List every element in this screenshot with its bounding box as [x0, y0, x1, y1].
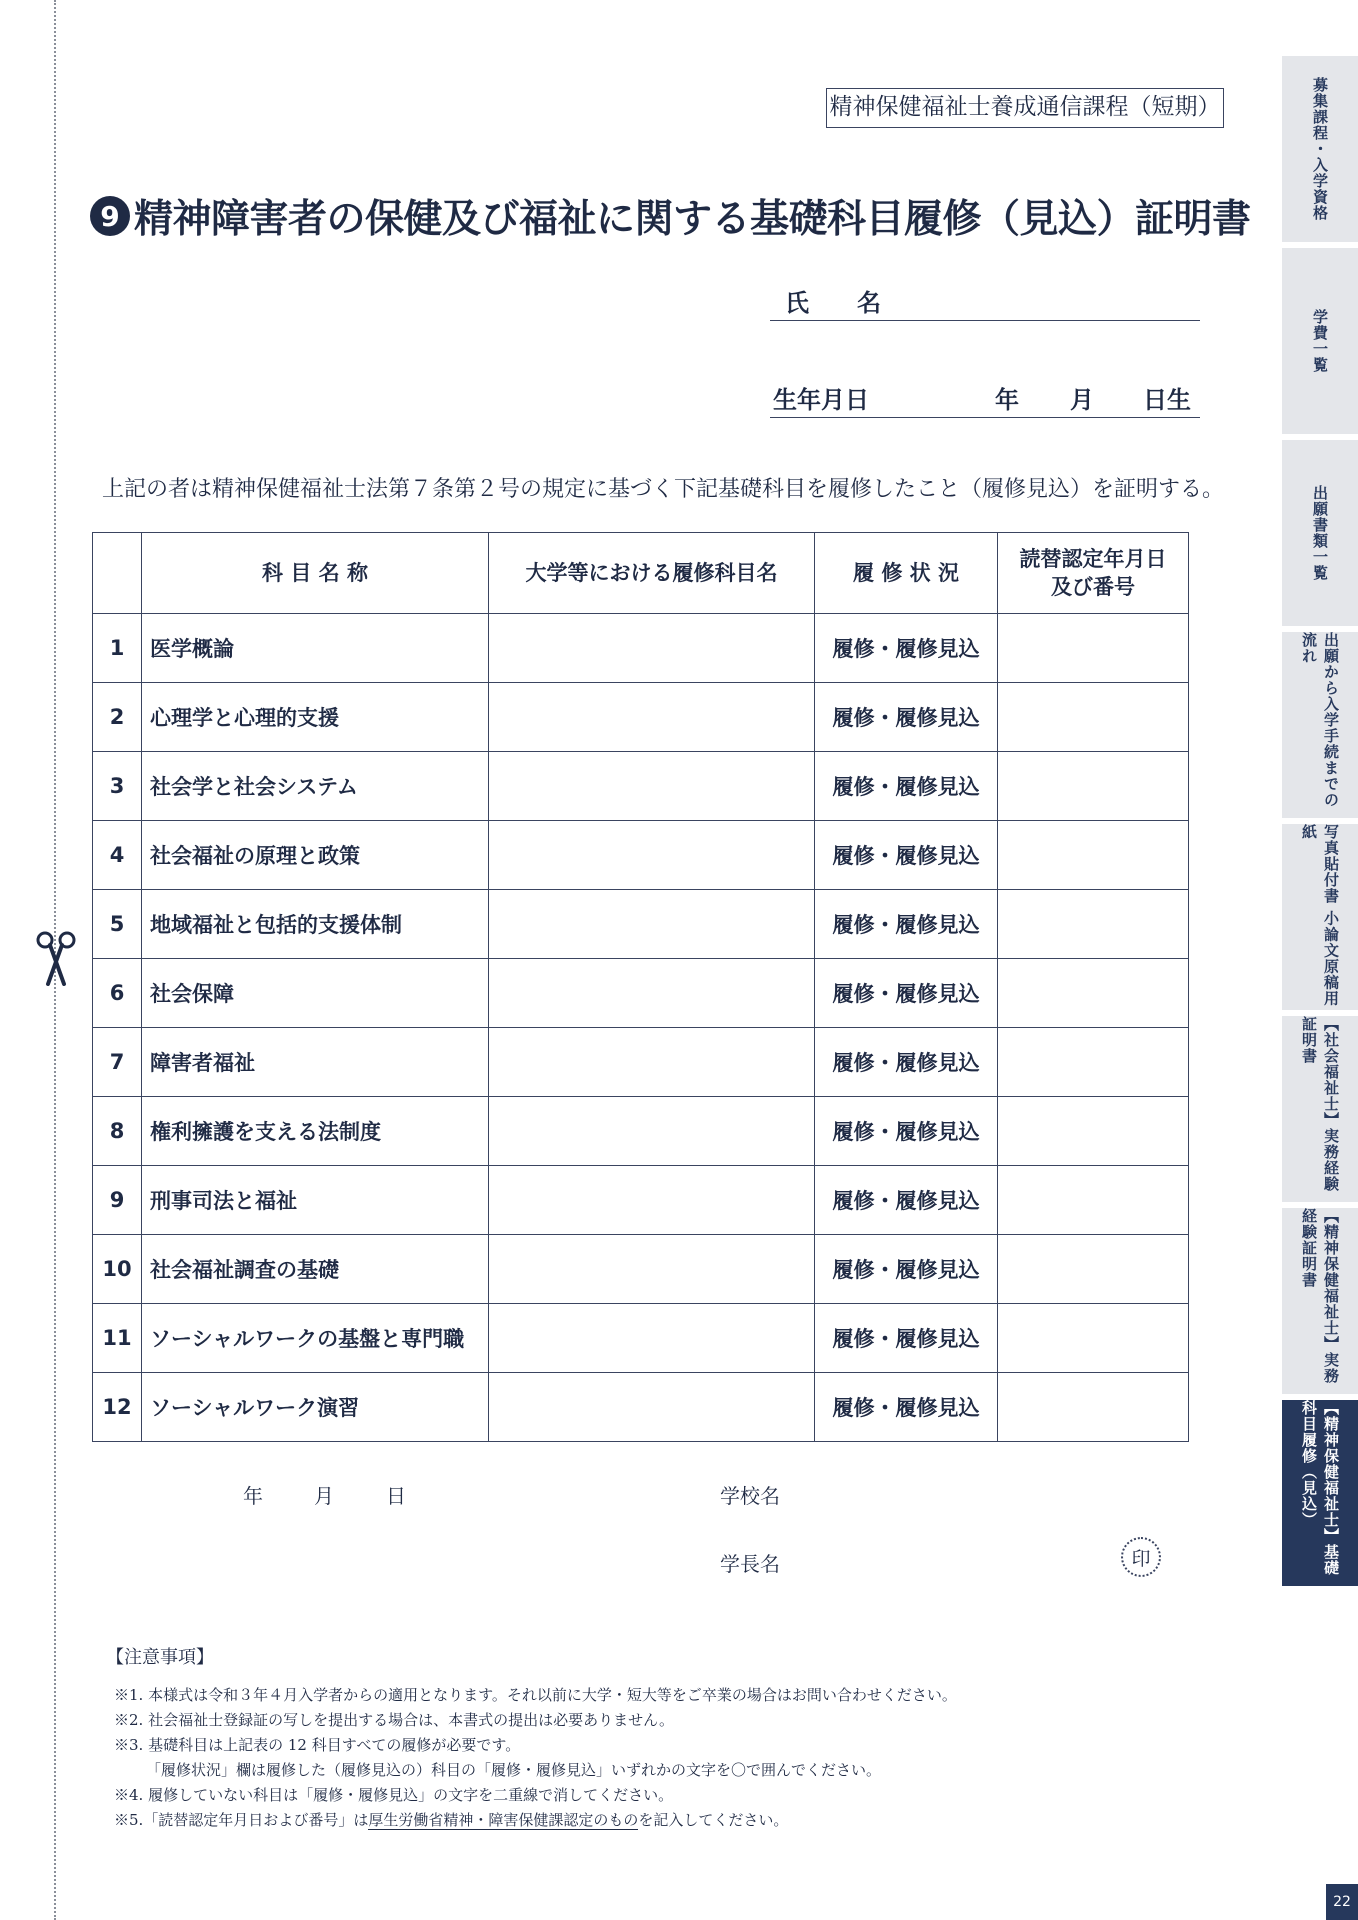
- status-cell: 履修・履修見込: [815, 614, 998, 683]
- status-cell: 履修・履修見込: [815, 821, 998, 890]
- side-tab-admission-courses[interactable]: [1282, 56, 1358, 242]
- row-number: 12: [93, 1373, 142, 1442]
- birthdate-day-label: 日生: [1143, 386, 1191, 414]
- table-row: [93, 1097, 1189, 1166]
- side-tab-enrollment-flow[interactable]: [1282, 632, 1358, 818]
- row-number: 9: [93, 1166, 142, 1235]
- side-tab-tuition[interactable]: [1282, 248, 1358, 434]
- university-course-cell[interactable]: [489, 821, 815, 890]
- table-header-row: [93, 533, 1189, 614]
- row-number: 2: [93, 683, 142, 752]
- approval-date-cell[interactable]: [998, 1373, 1189, 1442]
- status-cell: 履修・履修見込: [815, 1028, 998, 1097]
- course-badge: 精神保健福祉士養成通信課程（短期）: [826, 88, 1224, 128]
- table-row: [93, 1235, 1189, 1304]
- table-row: [93, 1028, 1189, 1097]
- status-cell: 履修・履修見込: [815, 683, 998, 752]
- side-tab-label: 募集課程・入学資格: [1311, 77, 1329, 221]
- university-course-cell[interactable]: [489, 890, 815, 959]
- status-cell: 履修・履修見込: [815, 1373, 998, 1442]
- subject-name: ソーシャルワークの基盤と専門職: [142, 1304, 489, 1373]
- subject-name: 社会保障: [142, 959, 489, 1028]
- note-5-underlined: 厚生労働省精神・障害保健課認定のもの: [368, 1811, 639, 1829]
- table-row: [93, 821, 1189, 890]
- note-3: ※3. 基礎科目は上記表の 12 科目すべての履修が必要です。: [114, 1736, 521, 1754]
- title-text: 精神障害者の保健及び福祉に関する基礎科目履修（見込）証明書: [134, 197, 1251, 242]
- note-2: ※2. 社会福祉士登録証の写しを提出する場合は、本書式の提出は必要ありません。: [114, 1711, 674, 1729]
- subject-name: ソーシャルワーク演習: [142, 1373, 489, 1442]
- table-row: [93, 683, 1189, 752]
- subjects-table: [92, 532, 1189, 1442]
- row-number: 4: [93, 821, 142, 890]
- side-tab-psw-basic-courses[interactable]: [1282, 1400, 1358, 1586]
- table-row: [93, 890, 1189, 959]
- side-tab-label: 【社会福祉士】実務経験証明書: [1300, 1016, 1340, 1192]
- header-status: 履 修 状 況: [815, 533, 998, 614]
- table-row: [93, 1373, 1189, 1442]
- row-number: 5: [93, 890, 142, 959]
- table-row: [93, 614, 1189, 683]
- row-number: 11: [93, 1304, 142, 1373]
- subject-name: 心理学と心理的支援: [142, 683, 489, 752]
- row-number: 8: [93, 1097, 142, 1166]
- side-tab-label: 出願から入学手続までの流れ: [1300, 632, 1340, 808]
- note-3-continued: 「履修状況」欄は履修した（履修見込の）科目の「履修・履修見込」いずれかの文字を〇で囲んでください。: [146, 1761, 882, 1779]
- table-row: [93, 959, 1189, 1028]
- approval-date-cell[interactable]: [998, 1304, 1189, 1373]
- header-number: [93, 533, 142, 614]
- university-course-cell[interactable]: [489, 1028, 815, 1097]
- birthdate-label: 生年月日: [773, 386, 869, 414]
- subject-name: 地域福祉と包括的支援体制: [142, 890, 489, 959]
- header-university-course: 大学等における履修科目名: [489, 533, 815, 614]
- table-row: [93, 1166, 1189, 1235]
- approval-date-cell[interactable]: [998, 821, 1189, 890]
- issue-year-label: 年: [243, 1484, 263, 1508]
- subject-name: 社会学と社会システム: [142, 752, 489, 821]
- row-number: 3: [93, 752, 142, 821]
- issue-month-label: 月: [314, 1484, 334, 1508]
- status-cell: 履修・履修見込: [815, 959, 998, 1028]
- side-tab-label: 出願書類一覧: [1311, 485, 1329, 581]
- issue-day-label: 日: [386, 1484, 406, 1508]
- subject-name: 医学概論: [142, 614, 489, 683]
- row-number: 7: [93, 1028, 142, 1097]
- approval-date-cell[interactable]: [998, 1097, 1189, 1166]
- header-approval-date: 読替認定年月日 及び番号: [998, 533, 1189, 614]
- status-cell: 履修・履修見込: [815, 890, 998, 959]
- subject-name: 権利擁護を支える法制度: [142, 1097, 489, 1166]
- university-course-cell[interactable]: [489, 1097, 815, 1166]
- approval-date-cell[interactable]: [998, 683, 1189, 752]
- note-1: ※1. 本様式は令和３年４月入学者からの適用となります。それ以前に大学・短大等をご卒業の場合はお問い合わせください。: [114, 1686, 957, 1704]
- approval-date-cell[interactable]: [998, 959, 1189, 1028]
- approval-date-cell[interactable]: [998, 752, 1189, 821]
- side-tab-label: 【精神保健福祉士】基礎科目履修（見込）: [1300, 1400, 1340, 1576]
- subject-name: 社会福祉調査の基礎: [142, 1235, 489, 1304]
- table-row: [93, 1304, 1189, 1373]
- notes-section: [106, 1643, 1186, 1833]
- scissors-icon: [34, 930, 78, 986]
- row-number: 1: [93, 614, 142, 683]
- approval-date-cell[interactable]: [998, 614, 1189, 683]
- note-5-suffix: を記入してください。: [638, 1811, 789, 1829]
- subject-name: 社会福祉の原理と政策: [142, 821, 489, 890]
- university-course-cell[interactable]: [489, 959, 815, 1028]
- subject-name: 障害者福祉: [142, 1028, 489, 1097]
- birthdate-year-label: 年: [995, 386, 1019, 414]
- status-cell: 履修・履修見込: [815, 1097, 998, 1166]
- university-course-cell[interactable]: [489, 1373, 815, 1442]
- birthdate-month-label: 月: [1070, 386, 1094, 414]
- header-subject-name: 科 目 名 称: [142, 533, 489, 614]
- notes-title: 【注意事項】: [106, 1647, 214, 1668]
- side-tab-photo-essay[interactable]: [1282, 824, 1358, 1010]
- side-tab-application-documents[interactable]: [1282, 440, 1358, 626]
- title-number-badge: 9: [90, 196, 130, 236]
- university-course-cell[interactable]: [489, 683, 815, 752]
- university-course-cell[interactable]: [489, 614, 815, 683]
- university-course-cell[interactable]: [489, 752, 815, 821]
- approval-date-cell[interactable]: [998, 1166, 1189, 1235]
- status-cell: 履修・履修見込: [815, 1235, 998, 1304]
- status-cell: 履修・履修見込: [815, 1166, 998, 1235]
- school-name-label: 学校名: [720, 1484, 780, 1508]
- certification-statement: 上記の者は精神保健福祉士法第７条第２号の規定に基づく下記基礎科目を履修したこと（履修見込）を証明する。: [102, 477, 1225, 502]
- name-label: 氏 名: [785, 289, 893, 317]
- status-cell: 履修・履修見込: [815, 1304, 998, 1373]
- approval-date-cell[interactable]: [998, 890, 1189, 959]
- note-5-prefix: ※5.「読替認定年月日および番号」は: [114, 1811, 369, 1829]
- page-title: [90, 188, 1251, 244]
- side-tab-social-worker-experience[interactable]: [1282, 1016, 1358, 1202]
- principal-name-label: 学長名: [720, 1552, 780, 1576]
- row-number: 10: [93, 1235, 142, 1304]
- side-tab-label: 学費一覧: [1311, 309, 1329, 373]
- university-course-cell[interactable]: [489, 1235, 815, 1304]
- page-number: 22: [1326, 1884, 1358, 1920]
- side-tab-label: 写真貼付書 小論文原稿用紙: [1300, 824, 1340, 1007]
- subject-name: 刑事司法と福祉: [142, 1166, 489, 1235]
- note-5: [106, 1808, 1186, 1833]
- approval-date-cell[interactable]: [998, 1235, 1189, 1304]
- university-course-cell[interactable]: [489, 1304, 815, 1373]
- approval-date-cell[interactable]: [998, 1028, 1189, 1097]
- side-tab-label: 【精神保健福祉士】実務経験証明書: [1300, 1208, 1340, 1384]
- status-cell: 履修・履修見込: [815, 752, 998, 821]
- seal-mark: 印: [1121, 1537, 1161, 1577]
- university-course-cell[interactable]: [489, 1166, 815, 1235]
- side-tab-psw-experience[interactable]: [1282, 1208, 1358, 1394]
- row-number: 6: [93, 959, 142, 1028]
- note-4: ※4. 履修していない科目は「履修・履修見込」の文字を二重線で消してください。: [114, 1786, 674, 1804]
- table-row: [93, 752, 1189, 821]
